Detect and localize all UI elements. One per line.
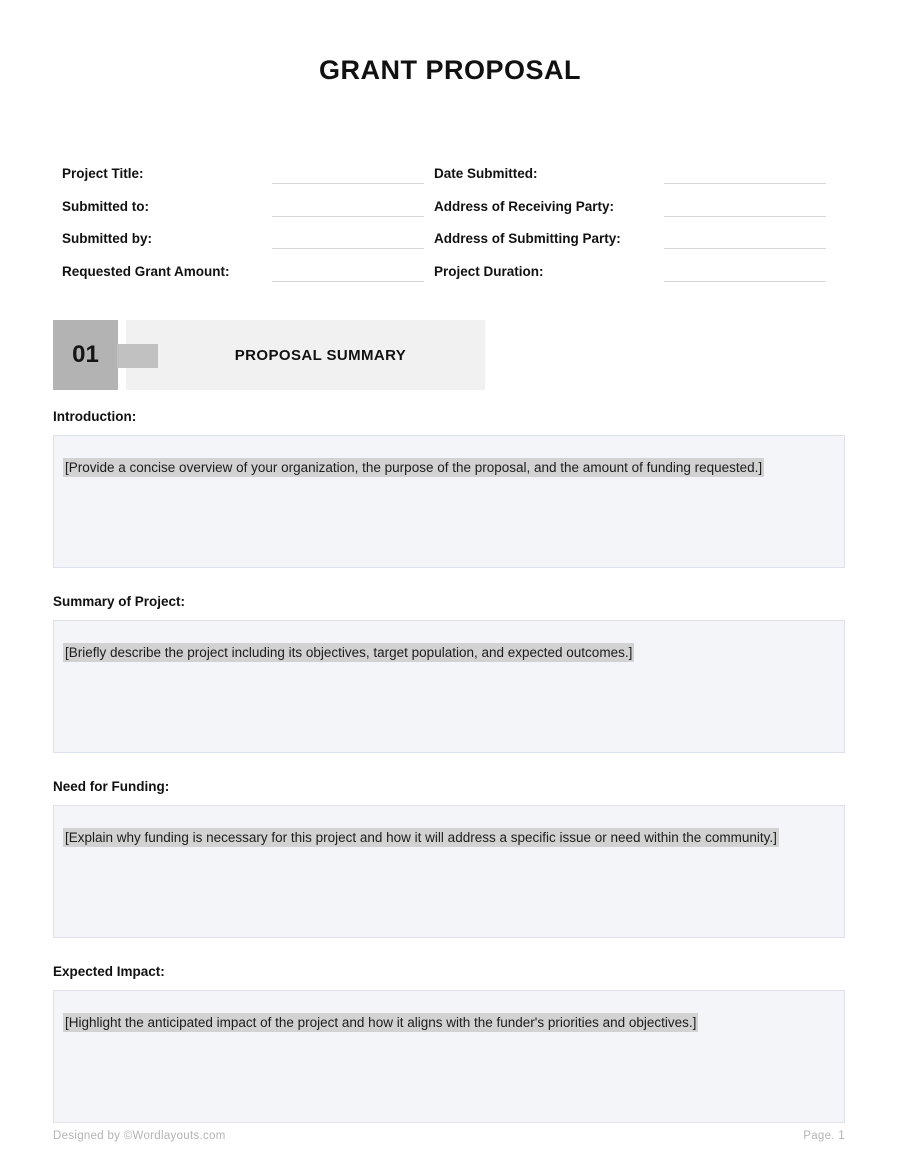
address-submitting-label: Address of Submitting Party: bbox=[434, 231, 621, 246]
section-number: 01 bbox=[53, 320, 118, 390]
document-title: GRANT PROPOSAL bbox=[318, 55, 581, 85]
form-row bbox=[62, 261, 845, 294]
summary-of-project-label: Summary of Project: bbox=[53, 594, 186, 609]
address-receiving-label: Address of Receiving Party: bbox=[434, 198, 615, 214]
submitted-by-label: Submitted by: bbox=[62, 231, 152, 246]
field-section bbox=[53, 964, 845, 1123]
project-duration-field[interactable] bbox=[664, 261, 826, 282]
header-form bbox=[62, 163, 845, 293]
need-for-funding-label: Need for Funding: bbox=[53, 779, 170, 794]
footer-page-number: Page. 1 bbox=[803, 1130, 845, 1142]
form-row bbox=[62, 228, 845, 261]
summary-of-project-placeholder: [Briefly describe the project including its objectives, target population, and expected outcomes.] bbox=[65, 645, 633, 660]
section-title-box bbox=[126, 320, 485, 390]
field-section bbox=[53, 779, 845, 938]
date-submitted-label: Date Submitted: bbox=[434, 166, 538, 181]
expected-impact-textbox[interactable] bbox=[53, 990, 845, 1123]
section-tab-shape bbox=[117, 344, 158, 368]
requested-amount-label: Requested Grant Amount: bbox=[62, 263, 230, 279]
need-for-funding-textbox[interactable] bbox=[53, 805, 845, 938]
section-banner bbox=[53, 320, 485, 390]
submitted-to-field[interactable] bbox=[272, 196, 424, 217]
submitted-to-label: Submitted to: bbox=[62, 198, 149, 214]
address-receiving-field[interactable] bbox=[664, 196, 826, 217]
introduction-placeholder: [Provide a concise overview of your organization, the purpose of the proposal, and the amount of funding requested.] bbox=[65, 460, 763, 475]
field-section bbox=[53, 594, 845, 753]
summary-of-project-textbox[interactable] bbox=[53, 620, 845, 753]
address-submitting-field[interactable] bbox=[664, 228, 826, 249]
project-title-field[interactable] bbox=[272, 163, 424, 184]
field-section bbox=[53, 409, 845, 568]
project-duration-label: Project Duration: bbox=[434, 263, 544, 279]
form-row bbox=[62, 196, 845, 229]
footer-credit: Designed by ©Wordlayouts.com bbox=[53, 1130, 226, 1142]
introduction-label: Introduction: bbox=[53, 409, 137, 424]
proposal-summary-fields bbox=[53, 409, 845, 1149]
section-title: PROPOSAL SUMMARY bbox=[234, 346, 407, 364]
date-submitted-field[interactable] bbox=[664, 163, 826, 184]
requested-amount-field[interactable] bbox=[272, 261, 424, 282]
expected-impact-placeholder: [Highlight the anticipated impact of the project and how it aligns with the funder's priorities and objectives.] bbox=[65, 1015, 697, 1030]
project-title-label: Project Title: bbox=[62, 166, 144, 181]
expected-impact-label: Expected Impact: bbox=[53, 964, 165, 979]
submitted-by-field[interactable] bbox=[272, 228, 424, 249]
form-row bbox=[62, 163, 845, 196]
introduction-textbox[interactable] bbox=[53, 435, 845, 568]
need-for-funding-placeholder: [Explain why funding is necessary for this project and how it will address a specific issue or need within the community.] bbox=[65, 830, 777, 845]
page-footer bbox=[53, 1122, 845, 1142]
